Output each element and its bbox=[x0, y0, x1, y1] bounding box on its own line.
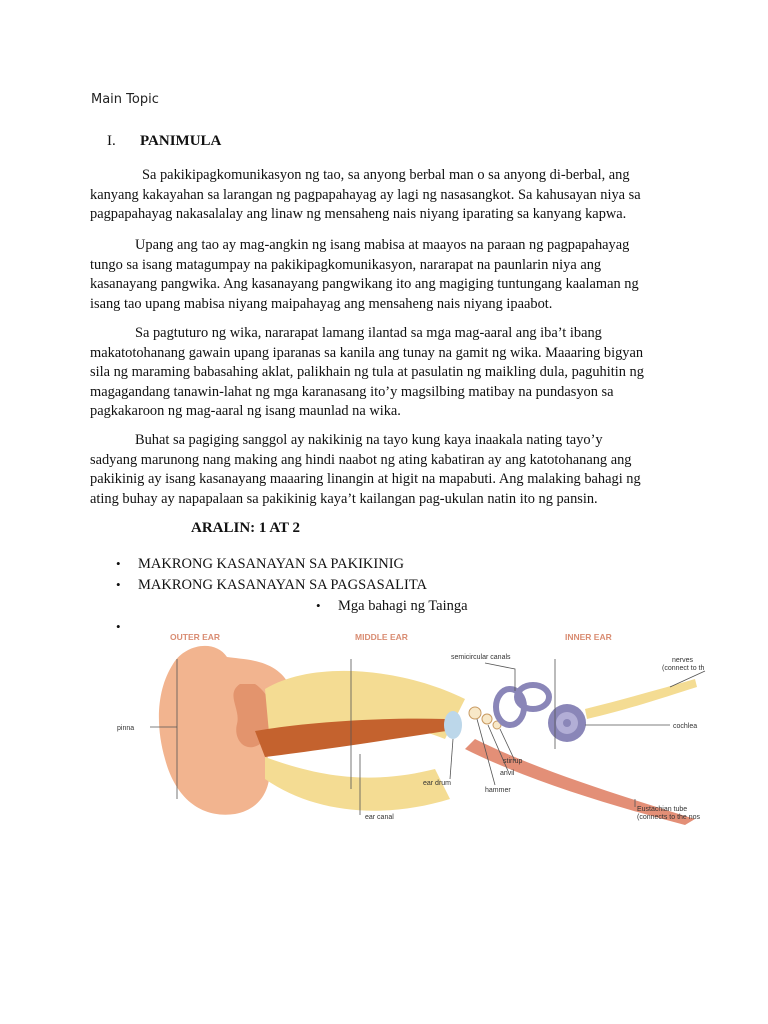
sub-bullet-item bbox=[316, 598, 468, 615]
section-number: I. bbox=[107, 133, 116, 149]
paragraph-1 bbox=[90, 166, 670, 225]
cochlea-core-shape bbox=[563, 719, 571, 727]
ear-canal-label: ear canal bbox=[365, 814, 394, 821]
paragraph-line: Sa pakikipagkomunikasyon ng tao, sa anyong berbal man o sa anyong di-berbal, ang bbox=[142, 167, 630, 183]
paragraph-4 bbox=[90, 431, 670, 509]
section-title: PANIMULA bbox=[140, 133, 222, 149]
bullet-text: MAKRONG KASANAYAN SA PAGSASALITA bbox=[138, 577, 428, 593]
paragraph-line: makatotohanang gawain upang iparanas sa kanila ang tunay na gamit ng wika. Maaaring bigyan bbox=[90, 344, 644, 361]
bullet-item-pagsasalita bbox=[116, 577, 427, 594]
paragraph-line: pakikinig ay isang kasanayang maaaring linangin at higit na mapabuti. Ang malaking bahagi ng bbox=[90, 471, 641, 488]
paragraph-line: Upang ang tao ay mag-angkin ng isang mabisa at maayos na paraan ng pagpapahayag bbox=[135, 237, 630, 253]
bullet-icon: • bbox=[116, 619, 121, 634]
bullet-text: MAKRONG KASANAYAN SA PAKIKINIG bbox=[138, 556, 405, 572]
nerves-label: nerves bbox=[672, 657, 694, 664]
ear-illustration bbox=[159, 646, 697, 825]
paragraph-3 bbox=[90, 324, 670, 422]
eustachian-label: Eustachian tube bbox=[637, 806, 688, 813]
stirrup-label: stirrup bbox=[503, 758, 523, 765]
outer-ear-header: OUTER EAR bbox=[170, 632, 221, 642]
paragraph-line: Buhat sa pagiging sanggol ay nakikinig na tayo kung kaya inaakala nating tayo’y bbox=[135, 432, 603, 448]
paragraph-line: Sa pagtuturo ng wika, nararapat lamang ilantad sa mga mag-aaral ang iba’t ibang bbox=[135, 325, 602, 341]
section-headers bbox=[170, 632, 612, 642]
bullet-item-pakikinig bbox=[116, 556, 404, 573]
paragraph-2 bbox=[90, 236, 670, 314]
anvil-label: anvil bbox=[500, 770, 515, 777]
ear-drum-pointer bbox=[450, 739, 453, 779]
paragraph-line: ating buhay ay napapalaan sa pakikinig kaya’t kailangan pag-ukulan natin ito ng pansin. bbox=[90, 490, 598, 507]
ear-drum-shape bbox=[444, 711, 462, 739]
ear-anatomy-diagram bbox=[115, 629, 730, 825]
semicircular-label: semicircular canals bbox=[451, 654, 511, 661]
pinna-label: pinna bbox=[117, 725, 135, 732]
paragraph-line: sadyang marunong nang making ang hindi naabot ng ating kabatiran ay ang katotohanang ang bbox=[90, 451, 632, 468]
paragraph-line: kasanayang pangwika. Ang kasanayang pangwikang ito ang magiging tuntungang kaalaman ng bbox=[90, 276, 639, 293]
bullet-text: Mga bahagi ng Tainga bbox=[338, 598, 468, 614]
inner-ear-header: INNER EAR bbox=[565, 632, 612, 642]
paragraph-line: kanyang kakayahan sa larangan ng pagpapahayag ay lagi ng nasasangkot. Sa kahusayan niya sa bbox=[90, 186, 641, 203]
bullet-icon: • bbox=[116, 556, 121, 571]
bullet-icon: • bbox=[316, 598, 321, 613]
hammer-label: hammer bbox=[485, 787, 511, 794]
paragraph-line: sila ng maraming babasahing aklat, palikhain ng tula at pasulatin ng maikling dula, paguhitin ng bbox=[90, 364, 644, 381]
eustachian-sublabel: (connects to the nos bbox=[637, 814, 701, 821]
anvil-bone bbox=[482, 714, 492, 724]
main-topic-label: Main Topic bbox=[91, 92, 159, 107]
aralin-heading: ARALIN: 1 AT 2 bbox=[191, 520, 301, 536]
paragraph-line: pagpapahayag nakasalalay ang linaw ng mensaheng nais niyang iparating sa kanyang kapwa. bbox=[90, 206, 627, 223]
cochlea-label: cochlea bbox=[673, 723, 698, 730]
ear-drum-label: ear drum bbox=[423, 780, 452, 787]
paragraph-line: isang tao upang mabisa niyang maipahayag ang mensaheng nais niyang ipaabot. bbox=[90, 295, 553, 312]
bullet-icon: • bbox=[116, 577, 121, 592]
hammer-bone bbox=[469, 707, 481, 719]
section-heading bbox=[107, 133, 221, 150]
paragraph-line: tungo sa isang matagumpay na pakikipagkomunikasyon, nararapat na paunlarin niya ang bbox=[90, 256, 602, 273]
paragraph-line: magagandang tanawin-lahat ng mga karanasang ito’y magsilbing matibay na pundasyon sa bbox=[90, 383, 614, 400]
paragraph-line: pagkakaroon ng mag-aaral ng isang maunlad na wika. bbox=[90, 403, 401, 420]
nerve-shape bbox=[585, 679, 697, 719]
middle-ear-header: MIDDLE EAR bbox=[355, 632, 408, 642]
nerves-sublabel: (connect to th bbox=[662, 665, 705, 672]
